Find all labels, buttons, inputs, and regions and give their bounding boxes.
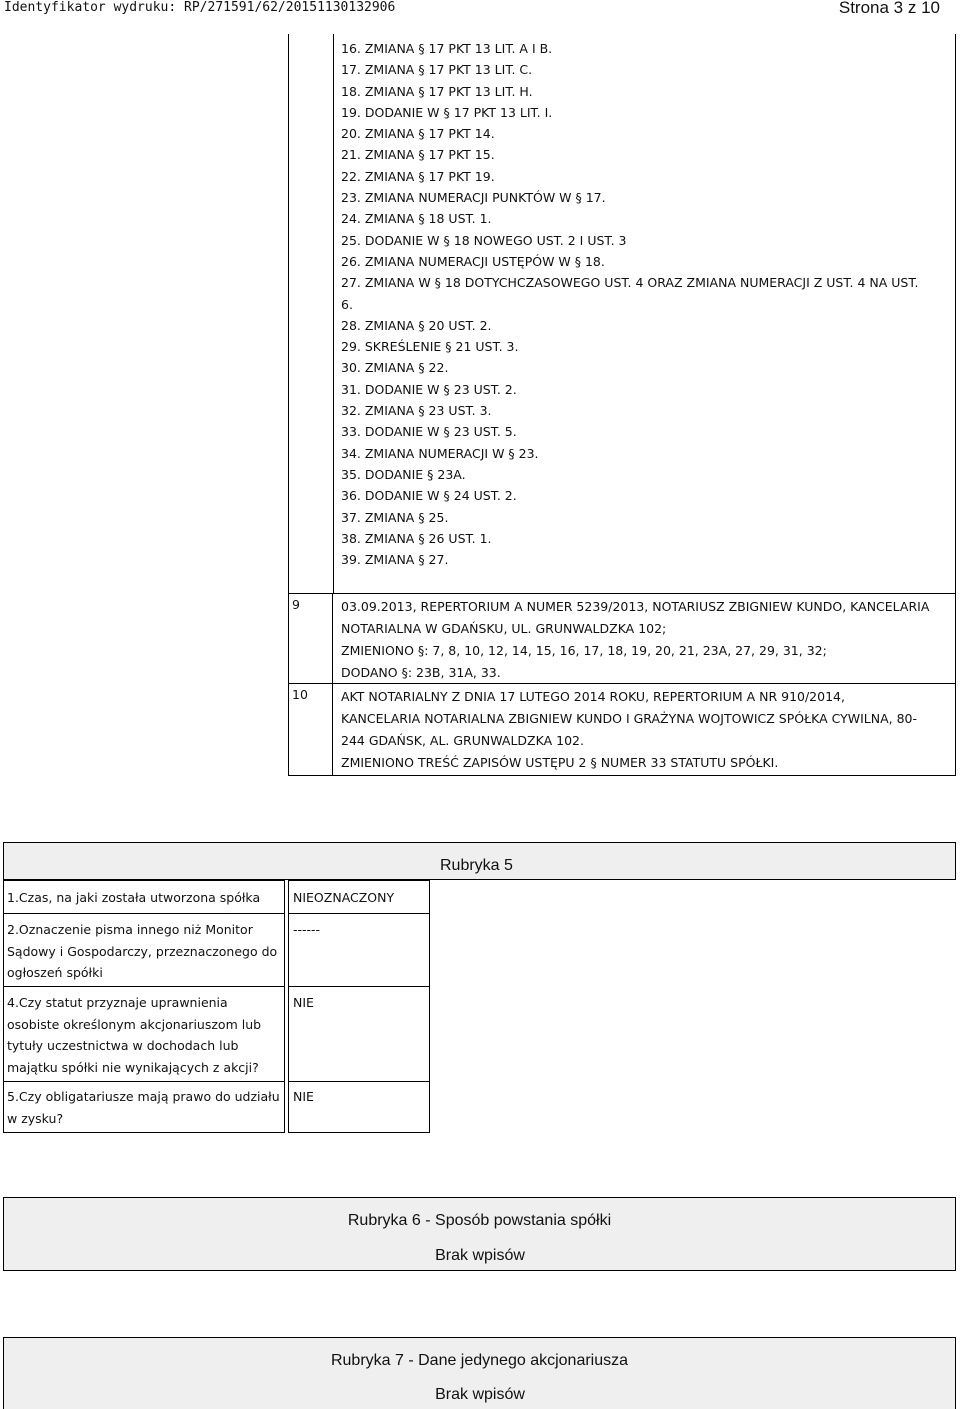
list-item: 23. ZMIANA NUMERACJI PUNKTÓW W § 17. (341, 190, 606, 206)
list-item: 19. DODANIE W § 17 PKT 13 LIT. I. (341, 104, 553, 120)
entry-9 (288, 593, 956, 684)
print-identifier: Identyfikator wydruku: RP/271591/62/20151130132906 (4, 0, 396, 15)
list-item: 35. DODANIE § 23A. (341, 466, 466, 482)
question-cell (3, 986, 285, 1082)
entry-number: 9 (289, 594, 333, 683)
list-item: 31. DODANIE W § 23 UST. 2. (341, 381, 517, 397)
answer-text: NIE (293, 995, 314, 1010)
question-text: 5.Czy obligatariusze mają prawo do udziału (7, 1089, 280, 1104)
answer-text: ------ (293, 922, 321, 937)
answer-cell (288, 880, 430, 914)
question-text: 1.Czas, na jaki została utworzona spółka (7, 890, 261, 905)
list-item: 32. ZMIANA § 23 UST. 3. (341, 403, 492, 419)
entry-line: NOTARIALNA W GDAŃSKU, UL. GRUNWALDZKA 102; (341, 621, 667, 636)
entry-line: ZMIENIONO §: 7, 8, 10, 12, 14, 15, 16, 17, 18, 19, 20, 21, 23A, 27, 29, 31, 32; (341, 643, 827, 658)
entry-line: AKT NOTARIALNY Z DNIA 17 LUTEGO 2014 ROKU, REPERTORIUM A NR 910/2014, (341, 689, 845, 704)
list-item: 33. DODANIE W § 23 UST. 5. (341, 424, 517, 440)
entry-line: KANCELARIA NOTARIALNA ZBIGNIEW KUNDO I GRAŻYNA WOJTOWICZ SPÓŁKA CYWILNA, 80- (341, 711, 918, 726)
list-item: 34. ZMIANA NUMERACJI W § 23. (341, 445, 539, 461)
empty-notice: Brak wpisów (435, 1386, 525, 1403)
question-cell (3, 1081, 285, 1133)
entry-line: 03.09.2013, REPERTORIUM A NUMER 5239/2013, NOTARIUSZ ZBIGNIEW KUNDO, KANCELARIA (341, 599, 930, 614)
list-item: 18. ZMIANA § 17 PKT 13 LIT. H. (341, 83, 533, 99)
question-cell (3, 913, 285, 987)
question-text: majątku spółki nie wynikających z akcji? (7, 1059, 259, 1075)
entry-number: 10 (289, 684, 333, 775)
list-item: 6. (341, 296, 353, 312)
answer-cell (288, 986, 430, 1082)
list-item: 28. ZMIANA § 20 UST. 2. (341, 317, 492, 333)
list-item: 22. ZMIANA § 17 PKT 19. (341, 168, 495, 184)
answer-text: NIEOZNACZONY (293, 890, 395, 905)
section-title: Rubryka 6 - Sposób powstania spółki (347, 1212, 612, 1229)
page-number: Strona 3 z 10 (838, 0, 940, 17)
question-text: osobiste określonym akcjonariuszom lub (7, 1016, 262, 1032)
list-item: 25. DODANIE W § 18 NOWEGO UST. 2 I UST. 3 (341, 232, 627, 248)
question-text: 2.Oznaczenie pisma innego niż Monitor (7, 922, 253, 937)
rubryka-5-header (3, 842, 956, 880)
entry-8-continuation (288, 34, 956, 594)
column-divider (333, 34, 334, 593)
list-item: 17. ZMIANA § 17 PKT 13 LIT. C. (341, 62, 533, 78)
list-item: 37. ZMIANA § 25. (341, 509, 449, 525)
question-text: 4.Czy statut przyznaje uprawnienia (7, 995, 228, 1010)
list-item: 30. ZMIANA § 22. (341, 360, 449, 376)
changes-list (341, 38, 941, 570)
question-text: w zysku? (7, 1110, 64, 1126)
list-item: 26. ZMIANA NUMERACJI USTĘPÓW W § 18. (341, 253, 605, 269)
entry-text (341, 596, 949, 684)
entry-line: 244 GDAŃSK, AL. GRUNWALDZKA 102. (341, 733, 584, 748)
answer-cell (288, 913, 430, 987)
entry-10 (288, 683, 956, 776)
entry-text (341, 686, 949, 774)
entry-line: DODANO §: 23B, 31A, 33. (341, 665, 501, 680)
list-item: 27. ZMIANA W § 18 DOTYCHCZASOWEGO UST. 4 ORAZ ZMIANA NUMERACJI Z UST. 4 NA UST. (341, 275, 919, 291)
empty-notice: Brak wpisów (435, 1247, 525, 1264)
section-title: Rubryka 5 (440, 857, 513, 874)
question-text: ogłoszeń spółki (7, 965, 103, 980)
list-item: 39. ZMIANA § 27. (341, 552, 449, 568)
list-item: 36. DODANIE W § 24 UST. 2. (341, 488, 517, 504)
list-item: 16. ZMIANA § 17 PKT 13 LIT. A I B. (341, 41, 553, 56)
list-item: 38. ZMIANA § 26 UST. 1. (341, 530, 492, 546)
list-item: 20. ZMIANA § 17 PKT 14. (341, 126, 495, 142)
question-text: Sądowy i Gospodarczy, przeznaczonego do (7, 943, 278, 959)
list-item: 21. ZMIANA § 17 PKT 15. (341, 147, 495, 163)
list-item: 29. SKREŚLENIE § 21 UST. 3. (341, 339, 519, 355)
answer-cell (288, 1081, 430, 1133)
answer-text: NIE (293, 1089, 314, 1104)
list-item: 24. ZMIANA § 18 UST. 1. (341, 211, 492, 227)
entry-line: ZMIENIONO TREŚĆ ZAPISÓW USTĘPU 2 § NUMER 33 STATUTU SPÓŁKI. (341, 755, 779, 770)
question-cell (3, 880, 285, 914)
question-text: tytuły uczestnictwa w dochodach lub (7, 1038, 239, 1053)
section-title: Rubryka 7 - Dane jedynego akcjonariusza (330, 1352, 629, 1369)
